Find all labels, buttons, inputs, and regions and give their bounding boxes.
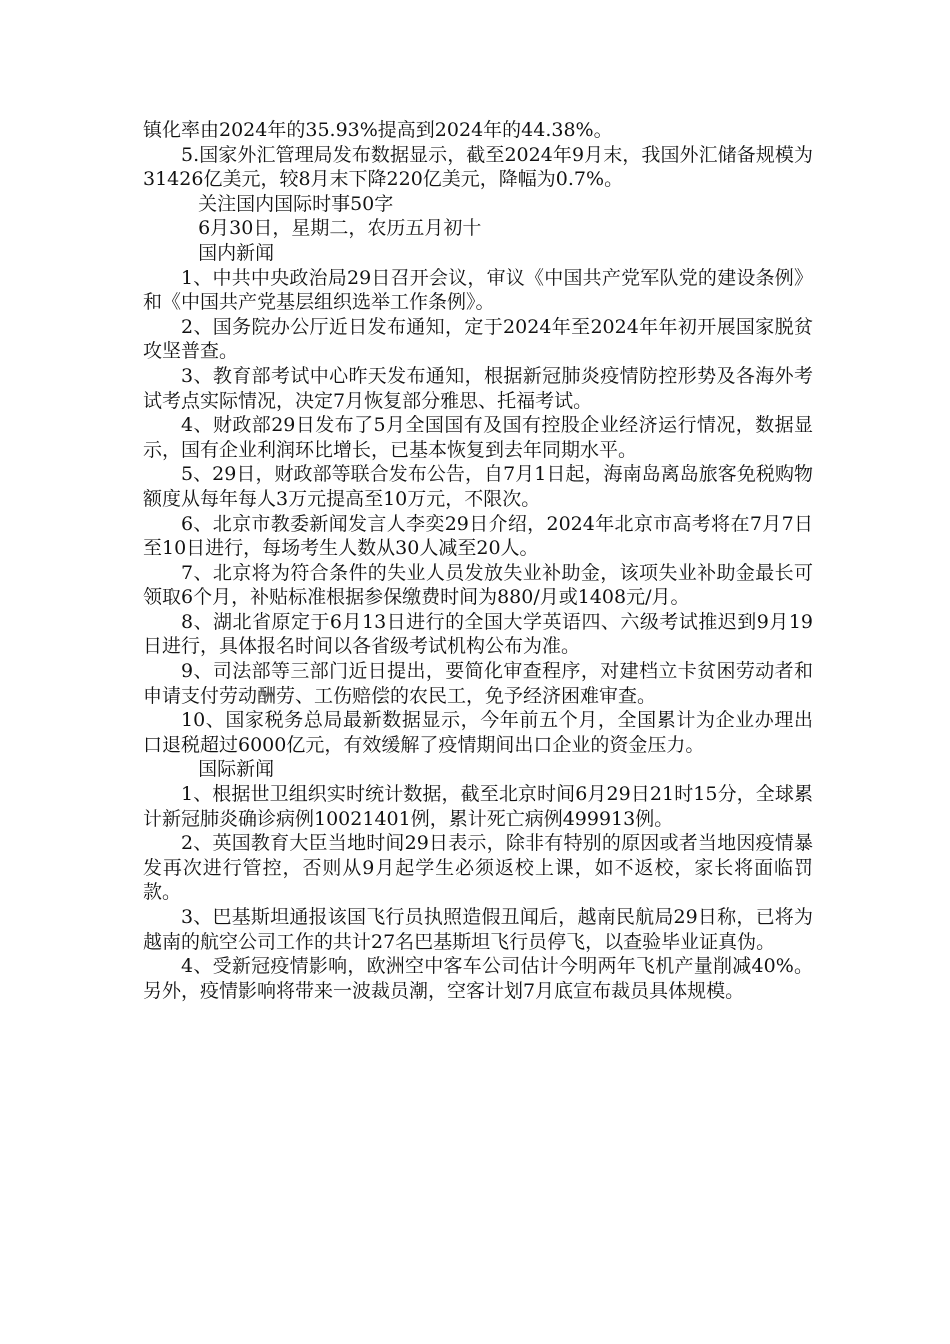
domestic-news-item: 2、国务院办公厅近日发布通知，定于2024年至2024年年初开展国家脱贫攻坚普查。 [143,315,813,363]
international-news-item: 1、根据世卫组织实时统计数据，截至北京时间6月29日21时15分，全球累计新冠肺炎确诊病例10021401例，累计死亡病例499913例。 [143,783,813,830]
domestic-news-item: 10、国家税务总局最新数据显示，今年前五个月，全国累计为企业办理出口退税超过6000亿元，有效缓解了疫情期间出口企业的资金压力。 [143,709,813,756]
domestic-news-item: 5、29日，财政部等联合发布公告，自7月1日起，海南岛离岛旅客免税购物额度从每年每人3万元提高至10万元，不限次。 [143,463,813,510]
paragraph-forex-reserves: 5.国家外汇管理局发布数据显示，截至2024年9月末，我国外汇储备规模为31426亿美元，较8月末下降220亿美元，降幅为0.7%。 [143,143,813,191]
domestic-news-item: 8、湖北省原定于6月13日进行的全国大学英语四、六级考试推迟到9月19日进行，具体报名时间以各省级考试机构公布为准。 [143,610,813,658]
international-news-item: 2、英国教育大臣当地时间29日表示，除非有特别的原因或者当地因疫情暴发再次进行管控，否则从9月起学生必须返校上课，如不返校，家长将面临罚款。 [143,832,813,904]
section-title: 关注国内国际时事50字 [198,192,394,215]
date-line: 6月30日，星期二，农历五月初十 [198,217,482,240]
domestic-news-item: 4、财政部29日发布了5月全国国有及国有控股企业经济运行情况，数据显示，国有企业利润环比增长，已基本恢复到去年同期水平。 [143,414,813,461]
international-news-item: 4、受新冠疫情影响，欧洲空中客车公司估计今明两年飞机产量削减40%。另外，疫情影响将带来一波裁员潮，空客计划7月底宣布裁员具体规模。 [143,955,813,1002]
domestic-news-item: 1、中共中央政治局29日召开会议，审议《中国共产党军队党的建设条例》和《中国共产党基层组织选举工作条例》。 [143,266,813,314]
domestic-news-item: 6、北京市教委新闻发言人李奕29日介绍，2024年北京市高考将在7月7日至10日进行，每场考生人数从30人减至20人。 [143,512,813,560]
document-body [143,118,813,1003]
international-news-item: 3、巴基斯坦通报该国飞行员执照造假丑闻后，越南民航局29日称，已将为越南的航空公司工作的共计27名巴基斯坦飞行员停飞，以查验毕业证真伪。 [143,906,813,953]
domestic-news-heading: 国内新闻 [198,241,275,264]
domestic-news-item: 3、教育部考试中心昨天发布通知，根据新冠肺炎疫情防控形势及各海外考试考点实际情况，决定7月恢复部分雅思、托福考试。 [143,364,813,412]
paragraph-continuation: 镇化率由2024年的35.93%提高到2024年的44.38%。 [143,119,613,141]
domestic-news-item: 9、司法部等三部门近日提出，要简化审查程序，对建档立卡贫困劳动者和申请支付劳动酬劳、工伤赔偿的农民工，免予经济困难审查。 [143,660,813,707]
domestic-news-item: 7、北京将为符合条件的失业人员发放失业补助金，该项失业补助金最长可领取6个月，补贴标准根据参保缴费时间为880/月或1408元/月。 [143,561,813,609]
international-news-heading: 国际新闻 [198,758,275,781]
